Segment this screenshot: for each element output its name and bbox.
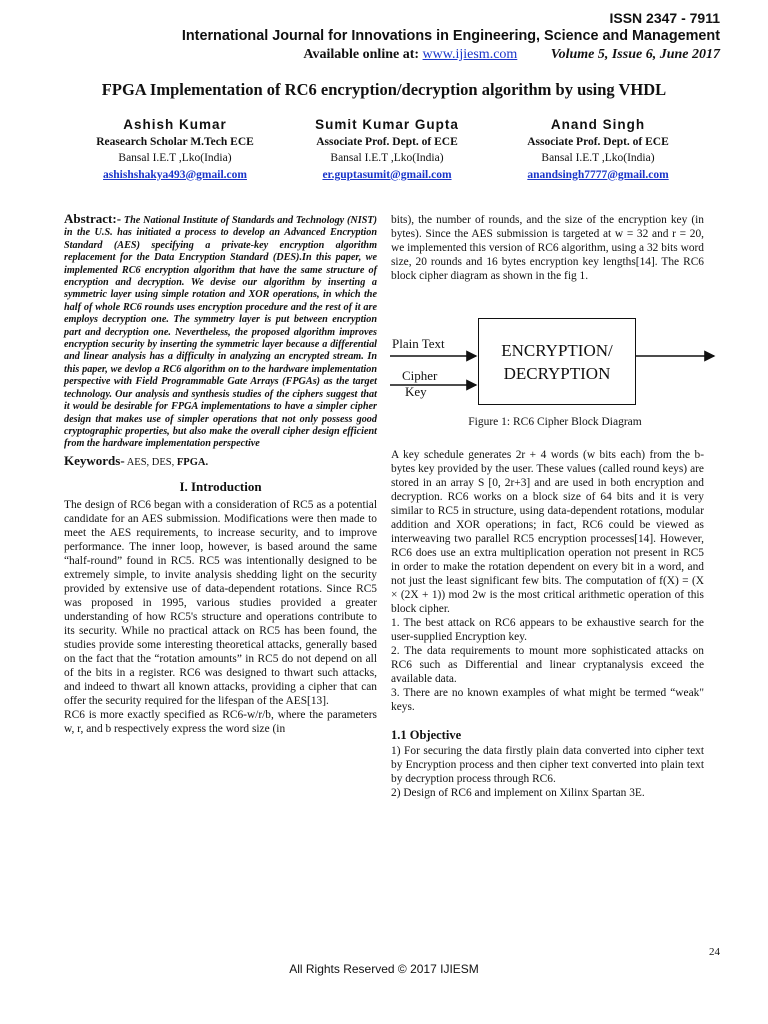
- abstract: [64, 213, 377, 451]
- author-affiliation: Reasearch Scholar M.Tech ECE: [96, 135, 254, 148]
- key-label: Key: [405, 384, 427, 399]
- author-institute: Bansal I.E.T ,Lko(India): [541, 152, 655, 164]
- availability-line: [303, 47, 720, 63]
- author-email-link[interactable]: ashishshakya493@gmail.com: [103, 168, 247, 181]
- section-heading-introduction: I. Introduction: [179, 478, 262, 494]
- author-institute: Bansal I.E.T ,Lko(India): [330, 152, 444, 164]
- keywords: [64, 454, 377, 470]
- author-name: Ashish Kumar: [123, 117, 227, 132]
- author-affiliation: Associate Prof. Dept. of ECE: [527, 135, 669, 148]
- author-name: Anand Singh: [550, 117, 646, 132]
- plain-text-label: Plain Text: [392, 336, 445, 351]
- encryption-decryption-box: [478, 318, 636, 405]
- box-line-2: DECRYPTION: [503, 363, 611, 383]
- author-email-link[interactable]: er.guptasumit@gmail.com: [322, 168, 452, 181]
- left-column: [64, 213, 377, 736]
- abstract-text: The National Institute of Standards and Technology (NIST) in the U.S. has initiated a process to develop an Advanced Encryption Standard (AES) specifying a private-key encryption algorithm replacement for the Data Encryption Standard (DES).In this paper, we implemented RC6 encryption algorithm that have the same structure of encryption and decryption. We devise our algorithm by inserting a symmetric layer using simple rotation and XOR operations, in which the half of whole RC6 rounds uses encryption procedure and the rest of it are employs decryption one. The symmetry layer is put between encryption part and decryption one. Nevertheless, the proposed algorithm improves encryption security by inserting the symmetric layer because a differential and linear analysis has a difficulty in analyzing an encrypted stream. In this paper, we devlop a RC6 algorithm on to the hardware implementation perspective with Field Programmable Gate Arrays (FPGAs) as the target technology. Our analysis and synthesis studies of the ciphers suggest that it would be desirable for FPGA implementations to have a simpler cipher design that makes use of simpler operations that not only possess good cryptographic properties, but also make the overall cipher design efficient from the hardware implementation perspective: [64, 215, 378, 450]
- right-paragraph-2: A key schedule generates 2r + 4 words (w bits each) from the b-bytes key provided by the user. These values (called round keys) are stored in an array S [0, 2r+3] and are used in both encryption and decryption. RC6 works on a block size of 64 bits and it is very similar to RC5 in structure, using data-dependent rotations, modular addition and XOR operations; in fact, RC6 could be viewed as interweaving two parallel RC5 encryption processes[14]. However, RC6 does use an extra multiplication operation not present in RC5 in order to make the rotation dependent on every bit in a word, and not just the least significant few bits. The computation of f(X) = (X × (2X + 1)) mod 2w is the most critical arithmetic operation of this block cipher.: [391, 449, 704, 615]
- journal-url-link[interactable]: www.ijiesm.com: [422, 47, 518, 62]
- author-2: [272, 117, 502, 183]
- keywords-text: AES, DES,: [124, 456, 177, 468]
- author-1: [60, 117, 290, 183]
- author-email-link[interactable]: anandsingh7777@gmail.com: [527, 168, 669, 181]
- author-institute: Bansal I.E.T ,Lko(India): [118, 152, 232, 164]
- rc6-block-diagram: [388, 318, 722, 428]
- right-column-bottom: [391, 448, 704, 800]
- issn: ISSN 2347 - 7911: [609, 10, 720, 26]
- author-affiliation: Associate Prof. Dept. of ECE: [316, 135, 458, 148]
- keywords-label: Keywords-: [64, 452, 125, 468]
- abstract-heading: Abstract:-: [64, 211, 122, 226]
- volume-info: Volume 5, Issue 6, June 2017: [550, 47, 720, 62]
- journal-name: International Journal for Innovations in Engineering, Science and Management: [181, 28, 720, 44]
- section-heading-objective: 1.1 Objective: [391, 728, 462, 742]
- intro-paragraph-1: The design of RC6 began with a consideration of RC5 as a potential candidate for an AES submission. Modifications were then made to meet the AES requirements, to increase security, and to improve performance. The inner loop, however, is based around the same “half-round” found in RC5. RC5 was intentionally designed to be extremely simple, to invite analysis shedding light on the security provided by extensive use of data-dependent rotations. Since RC5 was proposed in 1995, various studies provided a greater understanding of how RC5's structure and operations contribute to its security. While no practical attack on RC5 has been found, the studies provide some interesting theoretical attacks, generally based on the fact that the “rotation amounts” in RC5 do not depend on all of the bits in a register. RC6 was designed to thwart such attacks, and indeed to thwart all known attacks, providing a cipher that can offer the security required for the lifespan of the AES[13].: [64, 498, 377, 707]
- list-item-3: 3. There are no known examples of what might be termed “weak" keys.: [391, 687, 704, 713]
- author-3: [483, 117, 713, 183]
- objective-1: 1) For securing the data firstly plain data converted into cipher text by Encryption process and then cipher text converted into plain text by decryption process through RC6.: [391, 745, 704, 785]
- list-item-1: 1. The best attack on RC6 appears to be exhaustive search for the user-supplied Encryption key.: [391, 617, 704, 643]
- paper-title: FPGA Implementation of RC6 encryption/decryption algorithm by using VHDL: [101, 80, 667, 99]
- author-name: Sumit Kumar Gupta: [315, 117, 459, 132]
- right-paragraph-1: bits), the number of rounds, and the size of the encryption key (in bytes). Since the AES submission is targeted at w = 32 and r = 20, we implemented this version of RC6 algorithm, using a 32 bits word size, 20 rounds and 16 bytes encryption key lengths[14]. The RC6 block cipher diagram as shown in the fig 1.: [391, 214, 704, 282]
- page-number: 24: [709, 946, 720, 958]
- keywords-bold: FPGA.: [176, 456, 209, 468]
- footer-copyright: All Rights Reserved © 2017 IJIESM: [289, 962, 479, 976]
- intro-paragraph-2: RC6 is more exactly specified as RC6-w/r/b, where the parameters w, r, and b respectively express the word size (in: [64, 708, 377, 735]
- figure-caption: Figure 1: RC6 Cipher Block Diagram: [468, 416, 642, 428]
- list-item-2: 2. The data requirements to mount more sophisticated attacks on RC6 such as Differential and linear cryptanalysis exceed the available data.: [391, 645, 704, 685]
- right-column-top: [391, 213, 704, 283]
- objective-2: 2) Design of RC6 and implement on Xilinx Spartan 3E.: [391, 787, 645, 799]
- cipher-label: Cipher: [402, 368, 438, 383]
- available-label: Available online at:: [303, 47, 420, 62]
- box-line-1: ENCRYPTION/: [501, 340, 613, 360]
